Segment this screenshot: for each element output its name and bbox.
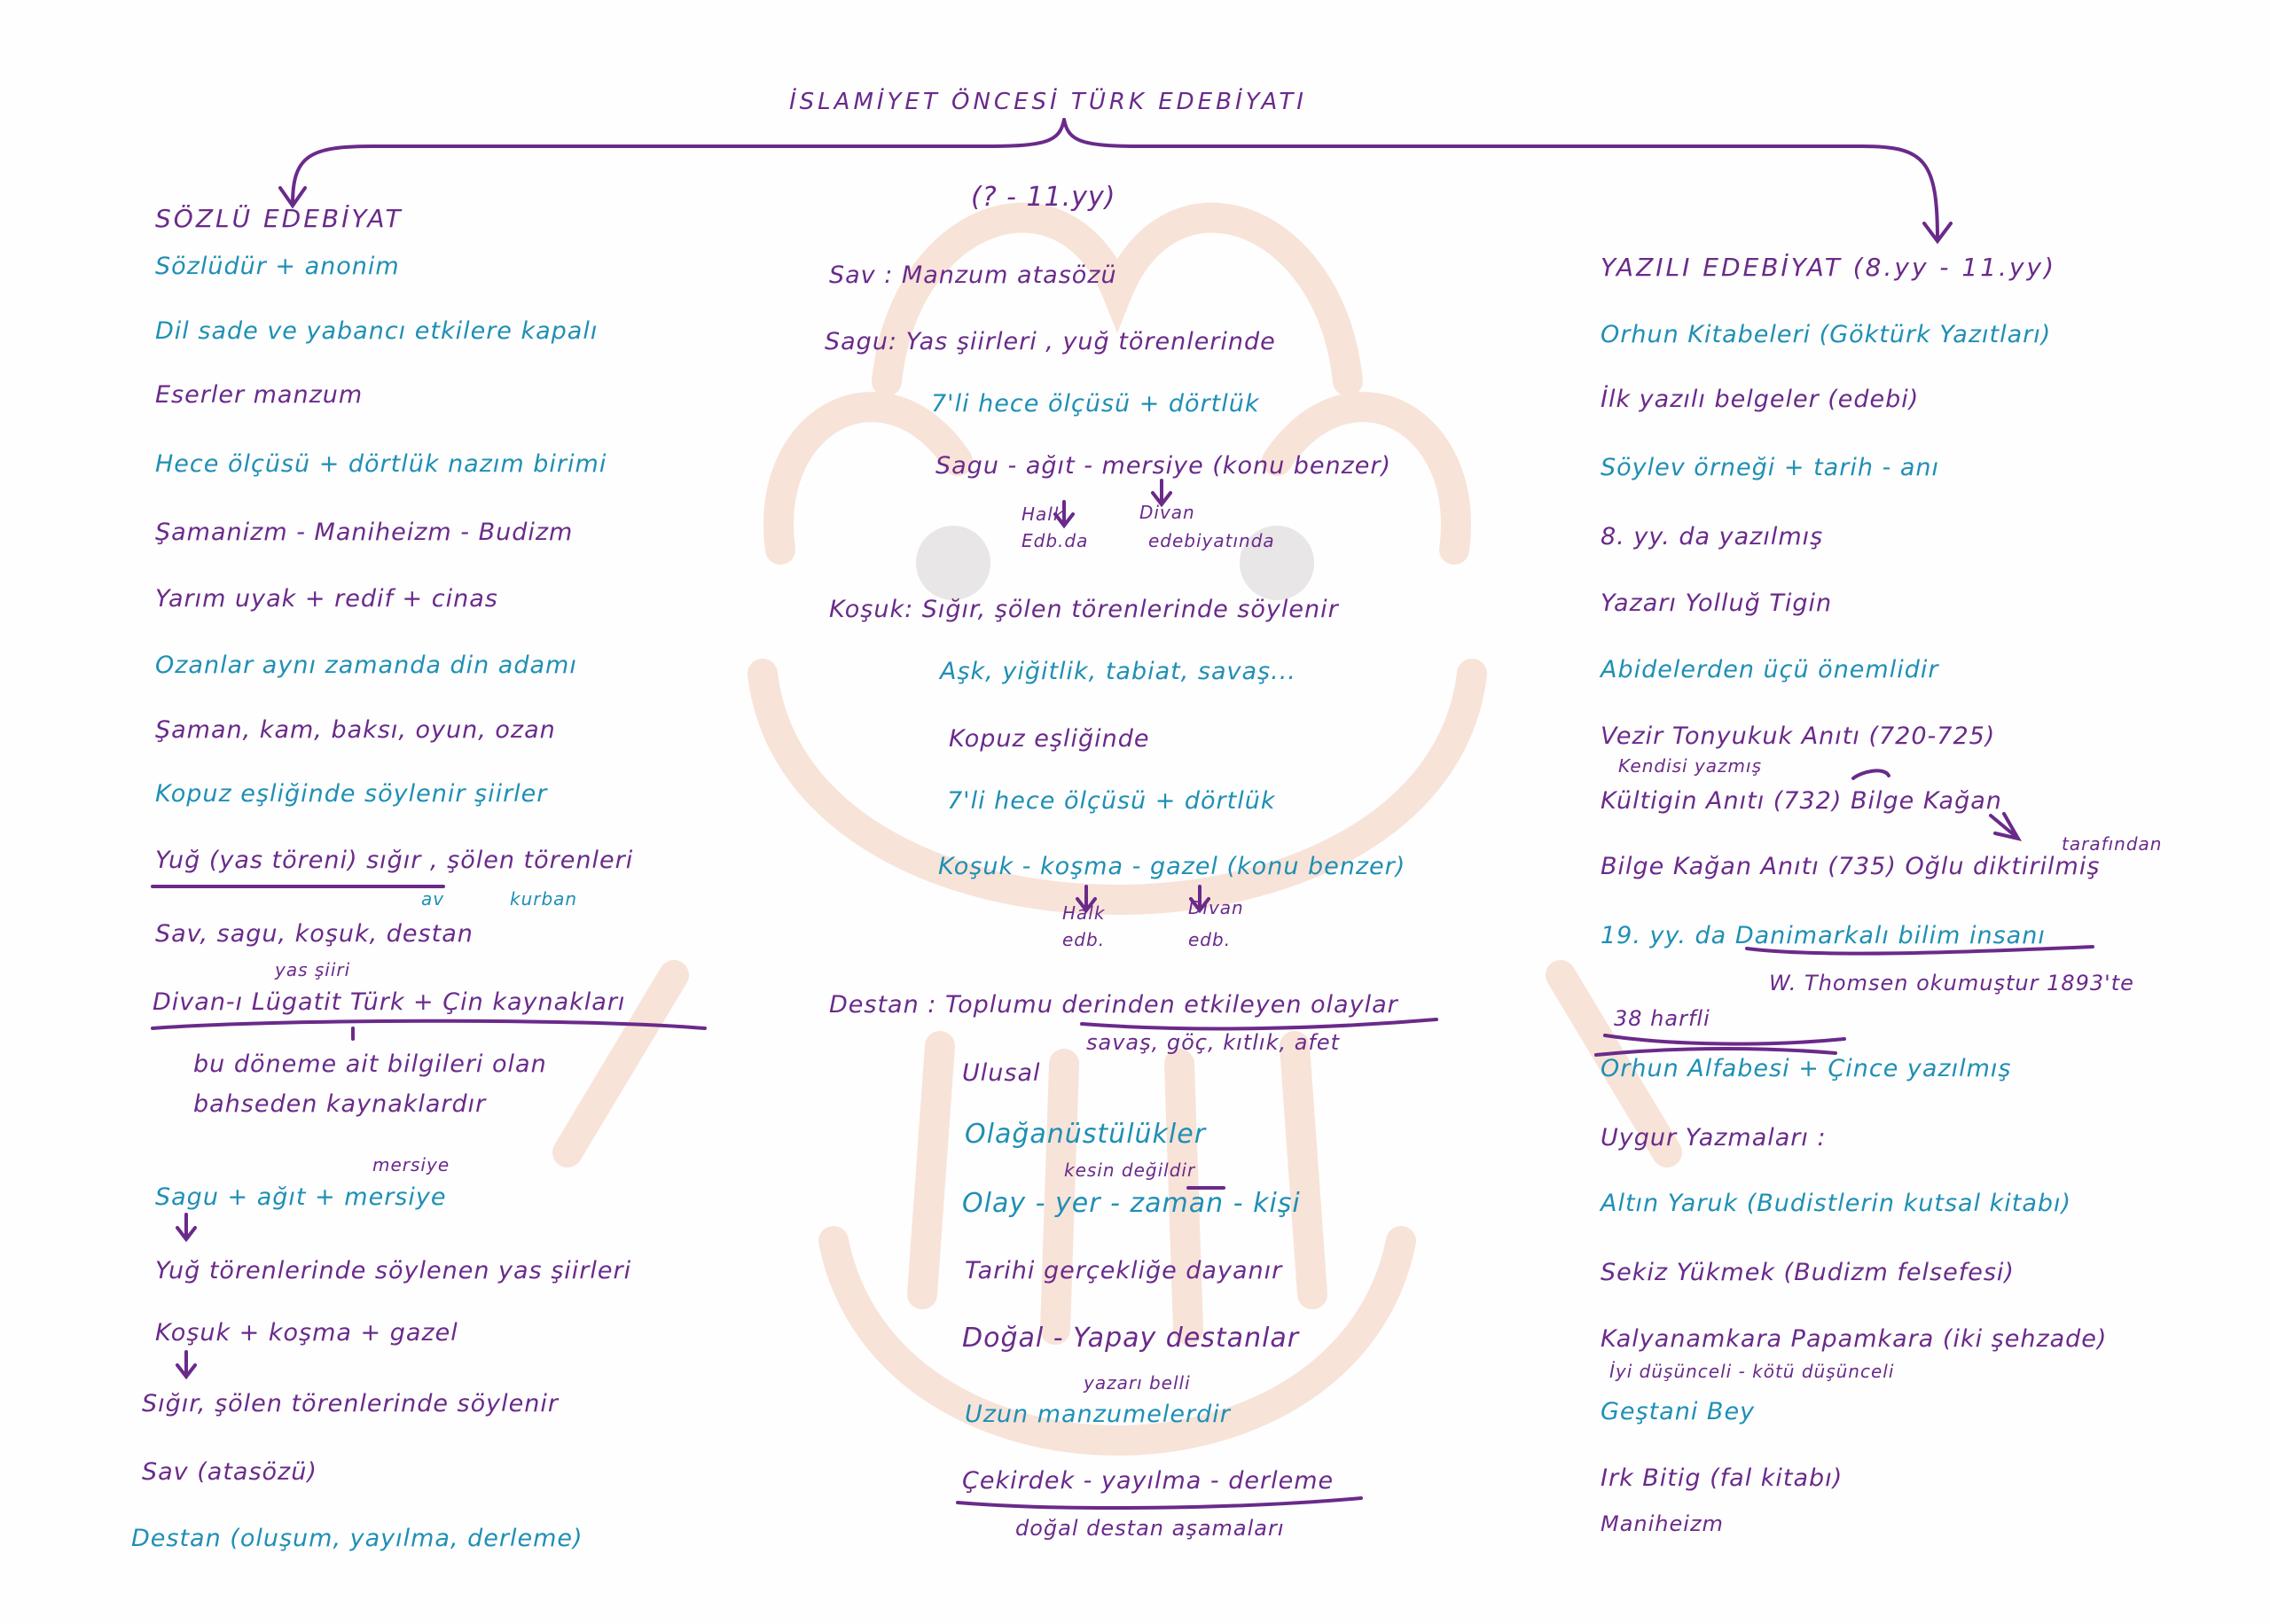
middle-annotation: edb.: [1062, 929, 1106, 950]
page-title: İSLAMİYET ÖNCESİ TÜRK EDEBİYATI: [789, 89, 1307, 115]
left-item: Kopuz eşliğinde söylenir şiirler: [155, 780, 548, 808]
left-item: bu döneme ait bilgileri olan: [193, 1050, 547, 1078]
left-annotation: mersiye: [372, 1154, 450, 1175]
middle-annotation: edb.: [1188, 929, 1232, 950]
middle-item: Sagu - ağıt - mersiye (konu benzer): [935, 452, 1392, 480]
left-item: Destan (oluşum, yayılma, derleme): [131, 1525, 583, 1552]
period-label: (? - 11.yy): [971, 182, 1116, 213]
left-item: Hece ölçüsü + dörtlük nazım birimi: [155, 450, 607, 478]
left-annotation: yas şiiri: [275, 959, 351, 980]
right-item: Söylev örneği + tarih - anı: [1601, 454, 1939, 481]
left-item: Sözlüdür + anonim: [155, 253, 400, 280]
left-item: Yuğ (yas töreni) sığır , şölen törenleri: [155, 847, 634, 874]
middle-item: Koşuk: Sığır, şölen törenlerinde söylenir: [829, 596, 1339, 623]
right-item: Maniheizm: [1601, 1511, 1724, 1536]
middle-annotation: kesin değildir: [1064, 1159, 1196, 1181]
right-heading: YAZILI EDEBİYAT (8.yy - 11.yy): [1601, 253, 2057, 282]
right-item: Kalyanamkara Papamkara (iki şehzade): [1601, 1325, 2108, 1353]
middle-annotation: Halk: [1022, 504, 1065, 525]
right-annotation: İyi düşünceli - kötü düşünceli: [1609, 1361, 1895, 1382]
middle-item: Sav : Manzum atasözü: [829, 262, 1117, 289]
middle-annotation: edebiyatında: [1148, 530, 1275, 551]
middle-annotation: yazarı belli: [1084, 1372, 1191, 1394]
right-item: Yazarı Yolluğ Tigin: [1601, 589, 1833, 617]
middle-item: Olay - yer - zaman - kişi: [962, 1188, 1301, 1219]
right-annotation: tarafından: [2062, 833, 2163, 855]
middle-item: Tarihi gerçekliğe dayanır: [965, 1257, 1283, 1284]
right-item: Orhun Kitabeleri (Göktürk Yazıtları): [1601, 321, 2052, 348]
right-item: 8. yy. da yazılmış: [1601, 523, 1824, 550]
middle-item: Ulusal: [962, 1059, 1041, 1087]
middle-item: 7'li hece ölçüsü + dörtlük: [931, 390, 1260, 418]
right-item: Bilge Kağan Anıtı (735) Oğlu diktirilmiş: [1601, 853, 2101, 880]
middle-item: Olağanüstülükler: [965, 1119, 1207, 1150]
right-item: W. Thomsen okumuştur 1893'te: [1769, 971, 2134, 995]
middle-item: Doğal - Yapay destanlar: [962, 1323, 1300, 1354]
right-item: 19. yy. da Danimarkalı bilim insanı: [1601, 922, 2046, 949]
middle-annotation: Divan: [1139, 502, 1195, 523]
right-item: Irk Bitig (fal kitabı): [1601, 1464, 1843, 1492]
left-item: Koşuk + koşma + gazel: [155, 1319, 458, 1347]
middle-annotation: savaş, göç, kıtlık, afet: [1086, 1030, 1341, 1055]
left-item: Sığır, şölen törenlerinde söylenir: [142, 1390, 559, 1417]
middle-item: Destan : Toplumu derinden etkileyen olaylar: [829, 991, 1398, 1019]
left-item: Yuğ törenlerinde söylenen yas şiirleri: [155, 1257, 632, 1284]
left-item: Ozanlar aynı zamanda din adamı: [155, 652, 577, 679]
right-annotation: 38 harfli: [1614, 1006, 1710, 1031]
middle-annotation: doğal destan aşamaları: [1015, 1516, 1285, 1541]
middle-annotation: Divan: [1188, 897, 1244, 918]
left-annotation: av: [421, 888, 445, 910]
left-item: Sav, sagu, koşuk, destan: [155, 920, 474, 948]
middle-item: 7'li hece ölçüsü + dörtlük: [947, 787, 1276, 815]
middle-annotation: Edb.da: [1022, 530, 1089, 551]
middle-item: Koşuk - koşma - gazel (konu benzer): [938, 853, 1406, 880]
left-item: bahseden kaynaklardır: [193, 1090, 487, 1118]
right-annotation: Kendisi yazmış: [1618, 755, 1763, 777]
left-item: Dil sade ve yabancı etkilere kapalı: [155, 317, 599, 345]
right-item: Sekiz Yükmek (Budizm felsefesi): [1601, 1259, 2015, 1286]
right-item: Geştani Bey: [1601, 1398, 1756, 1425]
left-item: Yarım uyak + redif + cinas: [155, 585, 498, 613]
left-item: Divan-ı Lügatit Türk + Çin kaynakları: [153, 988, 626, 1016]
left-heading: SÖZLÜ EDEBİYAT: [155, 204, 403, 233]
left-item: Eserler manzum: [155, 381, 364, 409]
left-item: Sav (atasözü): [142, 1458, 317, 1486]
left-item: Şaman, kam, baksı, oyun, ozan: [155, 716, 556, 744]
middle-item: Kopuz eşliğinde: [949, 725, 1150, 753]
left-item: Sagu + ağıt + mersiye: [155, 1183, 447, 1211]
left-annotation: kurban: [510, 888, 578, 910]
right-item: Orhun Alfabesi + Çince yazılmış: [1601, 1055, 2012, 1082]
middle-item: Sagu: Yas şiirleri , yuğ törenlerinde: [825, 328, 1276, 355]
right-item: İlk yazılı belgeler (edebi): [1601, 386, 1920, 413]
left-item: Şamanizm - Maniheizm - Budizm: [155, 519, 574, 546]
right-item: Altın Yaruk (Budistlerin kutsal kitabı): [1601, 1190, 2072, 1217]
middle-item: Uzun manzumelerdir: [965, 1401, 1231, 1428]
right-item: Uygur Yazmaları :: [1601, 1124, 1827, 1152]
middle-item: Aşk, yiğitlik, tabiat, savaş...: [940, 658, 1296, 685]
right-item: Kültigin Anıtı (732) Bilge Kağan: [1601, 787, 2002, 815]
right-item: Abidelerden üçü önemlidir: [1601, 656, 1939, 683]
middle-annotation: Halk: [1062, 902, 1106, 924]
middle-item: Çekirdek - yayılma - derleme: [962, 1467, 1335, 1495]
right-item: Vezir Tonyukuk Anıtı (720-725): [1601, 722, 1996, 750]
